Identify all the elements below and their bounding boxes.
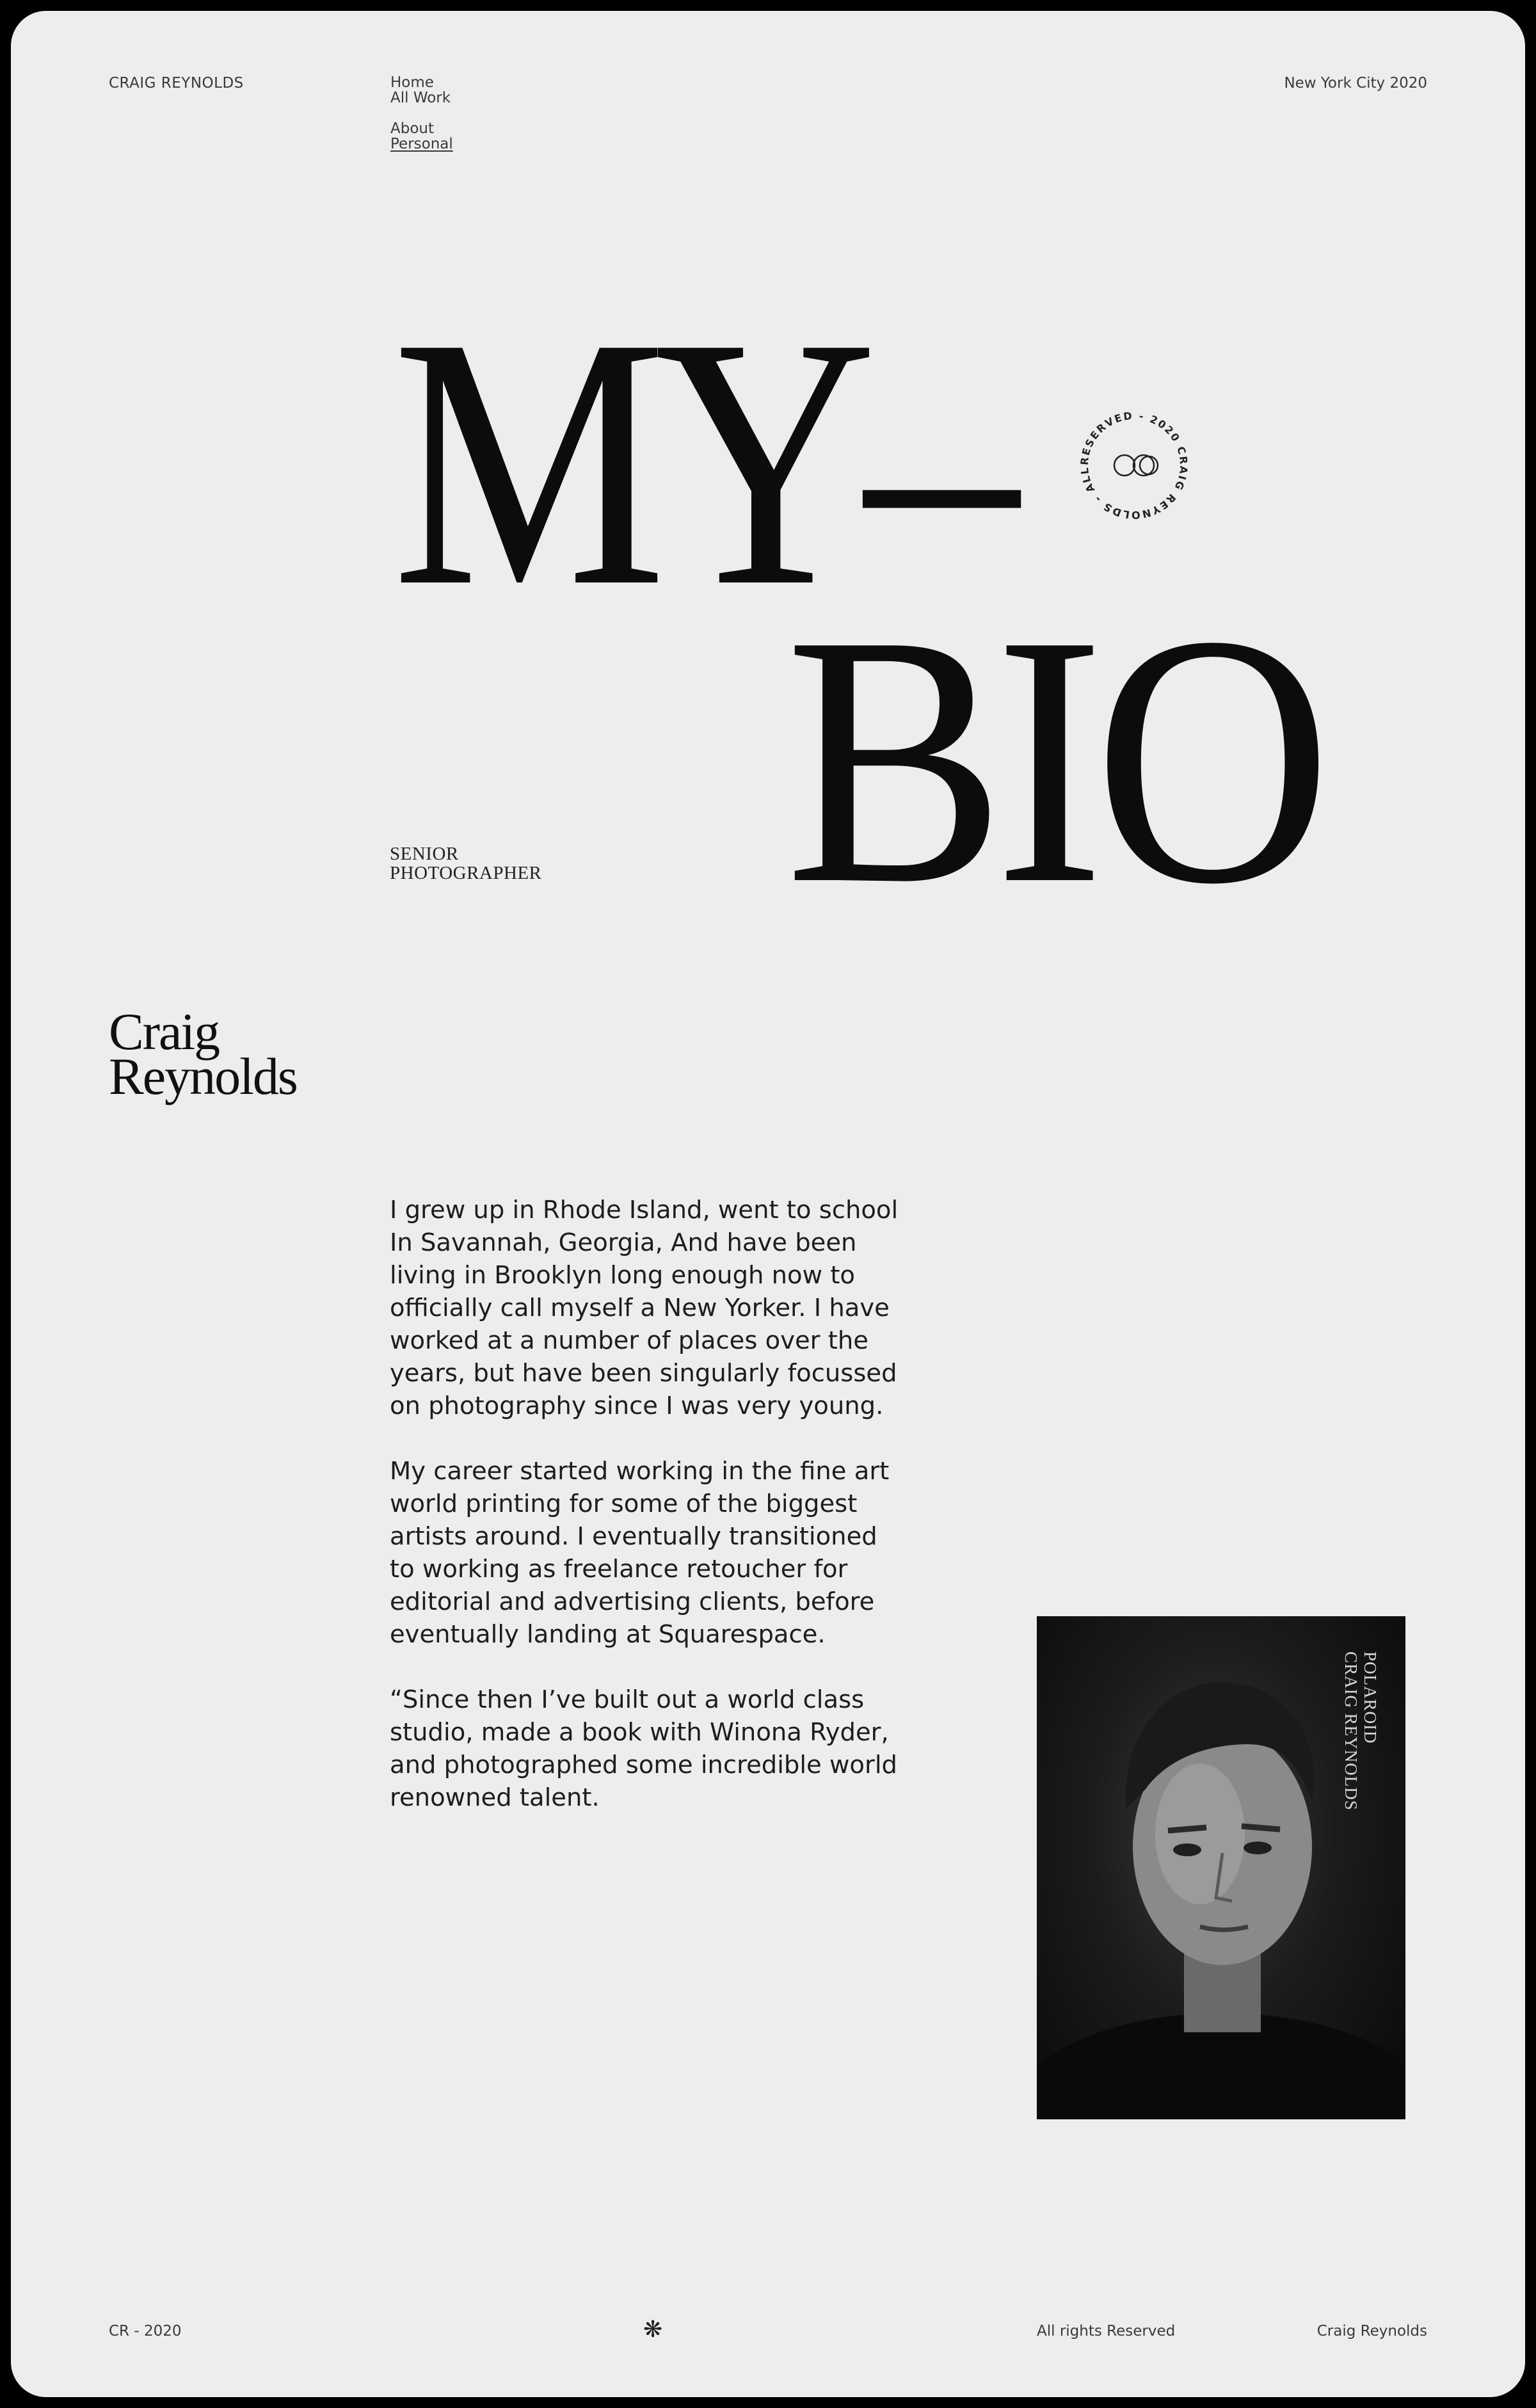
logo-last-name: Reynolds (109, 1047, 297, 1105)
portrait-photo (1037, 1616, 1405, 2119)
nav-link-about[interactable]: About (390, 120, 435, 137)
photo-caption-line1: POLAROID (1361, 1651, 1380, 1744)
nav-link-home[interactable]: Home (390, 74, 434, 91)
location-label: New York City 2020 (1284, 75, 1427, 92)
page-frame (11, 11, 1525, 2397)
nav-group-primary (390, 75, 453, 106)
brand-name[interactable]: CRAIG REYNOLDS (109, 75, 244, 92)
bio-paragraph-2: My career started working in the fine art world printing for some of the biggest artists around. I eventually transitioned to working as freelance retoucher for editorial and advertising clients, before eventually landing at Squarespace. (390, 1457, 890, 1649)
bio-paragraph-3: “Since then I’ve built out a world class studio, made a book with Winona Ryder, and photographed some incredible world renowned talent. (390, 1685, 897, 1812)
hero-title-line1: MY– (392, 264, 1007, 661)
signature-logo (109, 1002, 297, 1105)
role-label (390, 844, 542, 883)
badge-ring-overlap-icon (1140, 456, 1158, 474)
photo-caption (1341, 1651, 1380, 1811)
copyright-badge (1067, 398, 1201, 533)
nav-link-personal[interactable]: Personal (390, 136, 453, 152)
bio-paragraph-1: I grew up in Rhode Island, went to school In Savannah, Georgia, And have been living in Brooklyn long enough now to officially call myself a New Yorker. I have worked at a number of places over the years, but have been singularly focussed on photography since I was very young. (390, 1196, 899, 1420)
nav-group-secondary (390, 121, 453, 152)
hero-title-line2: BIO (785, 561, 1322, 958)
badge-ring-text: RESERVED - 2020 CRAIG REYNOLDS - ALL (1078, 409, 1190, 522)
nav-link-all-work[interactable]: All Work (390, 90, 451, 106)
role-line-2: PHOTOGRAPHER (390, 863, 542, 883)
badge-ring-left-icon (1114, 455, 1135, 476)
main-nav (390, 75, 453, 167)
role-line-1: SENIOR (390, 844, 459, 864)
footer-copyright-short: CR - 2020 (109, 2323, 182, 2340)
bio-text (390, 1194, 902, 1847)
flower-icon: ❋ (643, 2316, 663, 2343)
logo-first-name: Craig (109, 1002, 220, 1061)
badge-graphic (1067, 398, 1201, 533)
footer-rights: All rights Reserved (1037, 2323, 1176, 2340)
footer-name: Craig Reynolds (1316, 2323, 1427, 2340)
photo-caption-line2: CRAIG REYNOLDS (1341, 1651, 1361, 1811)
